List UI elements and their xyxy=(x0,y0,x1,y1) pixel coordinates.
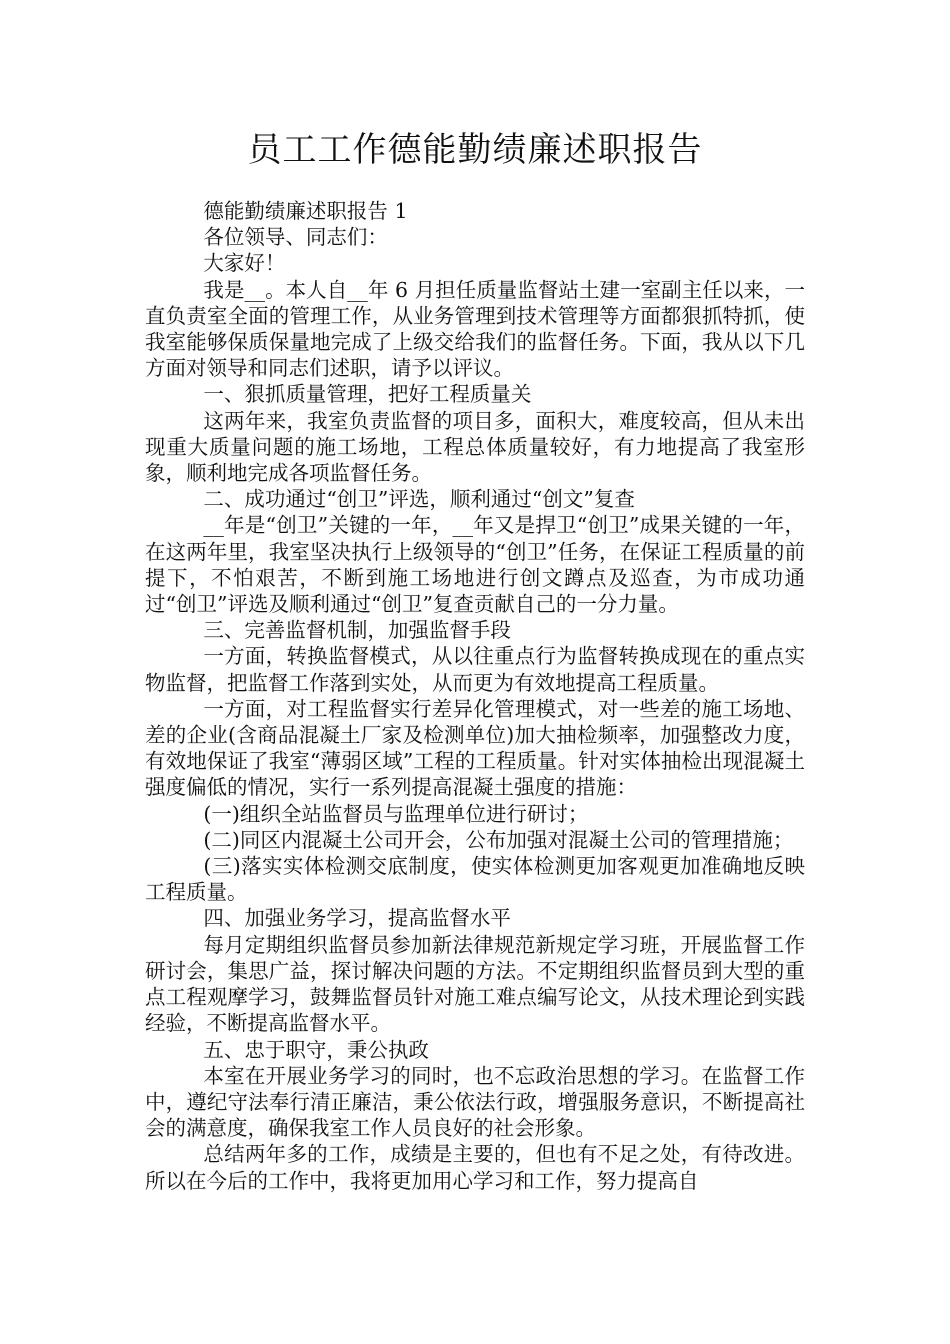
section-paragraph-5: 本室在开展业务学习的同时，也不忘政治思想的学习。在监督工作中，遵纪守法奉行清正廉洁，秉公依法行政，增强服务意识，不断提高社会的满意度，确保我室工作人员良好的社会形象。 xyxy=(145,1063,805,1141)
section-paragraph-3a: 一方面，转换监督模式，从以往重点行为监督转换成现在的重点实物监督，把监督工作落到实处，从而更为有效地提高工程质量。 xyxy=(145,644,805,695)
section-heading-1: 一、狠抓质量管理，把好工程质量关 xyxy=(203,382,532,407)
report-subtitle: 德能勤绩廉述职报告 1 xyxy=(203,199,408,223)
intro-paragraph: 我是__。本人自__年 6 月担任质量监督站土建一室副主任以来，一直负责室全面的管理工作，从业务管理到技术管理等方面都狠抓特抓，使我室能够保质保量地完成了上级交给我们的监督任务。下面，我从以下几方面对领导和同志们述职，请予以评议。 xyxy=(145,277,805,381)
section-heading-4: 四、加强业务学习，提高监督水平 xyxy=(203,906,511,931)
salutation: 各位领导、同志们： xyxy=(203,225,388,250)
measure-item-3: (三)落实实体检测交底制度，使实体检测更加客观更加准确地反映工程质量。 xyxy=(145,854,805,905)
section-paragraph-2: __年是“创卫”关键的一年，__年又是捍卫“创卫”成果关键的一年，在这两年里，我室坚决执行上级领导的“创卫”任务，在保证工程质量的前提下，不怕艰苦，不断到施工场地进行创文蹲点及巡查，为市成功通过“创卫”评选及顺利通过“创卫”复查贡献自己的一分力量。 xyxy=(145,513,805,617)
section-heading-2: 二、成功通过“创卫”评选，顺利通过“创文”复查 xyxy=(203,487,635,512)
document-body xyxy=(145,198,805,1194)
measure-item-1: (一)组织全站监督员与监理单位进行研讨； xyxy=(203,801,589,826)
summary-paragraph: 总结两年多的工作，成绩是主要的，但也有不足之处，有待改进。所以在今后的工作中，我将更加用心学习和工作，努力提高自 xyxy=(145,1142,805,1193)
greeting: 大家好！ xyxy=(203,251,286,276)
section-heading-5: 五、忠于职守，秉公执政 xyxy=(203,1037,429,1062)
measure-item-2: (二)同区内混凝土公司开会，公布加强对混凝土公司的管理措施； xyxy=(203,827,794,852)
section-heading-3: 三、完善监督机制，加强监督手段 xyxy=(203,618,511,643)
section-paragraph-3b: 一方面，对工程监督实行差异化管理模式，对一些差的施工场地、差的企业(含商品混凝土厂家及检测单位)加大抽检频率，加强整改力度，有效地保证了我室“薄弱区域”工程的工程质量。针对实体抽检出现混凝土强度偏低的情况，实行一系列提高混凝土强度的措施： xyxy=(145,696,805,800)
section-paragraph-1: 这两年来，我室负责监督的项目多，面积大，难度较高，但从未出现重大质量问题的施工场地，工程总体质量较好，有力地提高了我室形象，顺利地完成各项监督任务。 xyxy=(145,408,805,486)
document-title: 员工工作德能勤绩廉述职报告 xyxy=(247,130,703,170)
section-paragraph-4: 每月定期组织监督员参加新法律规范新规定学习班，开展监督工作研讨会，集思广益，探讨解决问题的方法。不定期组织监督员到大型的重点工程观摩学习，鼓舞监督员针对施工难点编写论文，从技术理论到实践经验，不断提高监督水平。 xyxy=(145,932,805,1036)
